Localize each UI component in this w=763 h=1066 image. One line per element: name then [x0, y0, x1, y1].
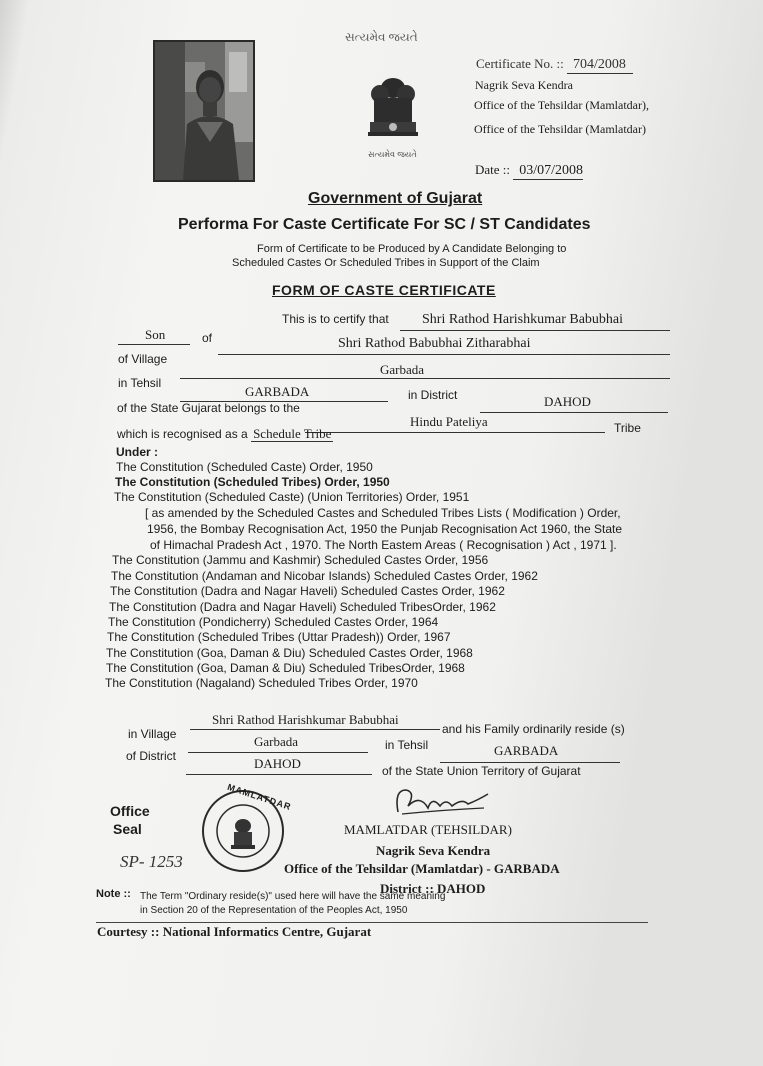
res-village-value: Garbada: [254, 734, 299, 749]
order-line: The Constitution (Goa, Daman & Diu) Scheduled Castes Order, 1968: [106, 646, 473, 660]
order-line: [ as amended by the Scheduled Castes and Scheduled Tribes Lists ( Modification ) Order,: [145, 506, 621, 520]
subtitle-line-2: Scheduled Castes Or Scheduled Tribes in Support of the Claim: [232, 257, 540, 269]
handwritten-serial: SP- 1253: [120, 852, 183, 871]
order-line: The Constitution (Scheduled Caste) (Union Territories) Order, 1951: [114, 490, 470, 504]
order-line: The Constitution (Scheduled Tribes) Order, 1950: [115, 475, 390, 489]
tehsil-label: in Tehsil: [118, 376, 162, 390]
seal-stamp-text: MAMLATDAR: [226, 781, 293, 813]
note-line-2: in Section 20 of the Representation of the Peoples Act, 1950: [140, 905, 408, 916]
performa-title: Performa For Caste Certificate For SC / ST Candidates: [178, 216, 591, 233]
note-line-1: The Term "Ordinary reside(s)" used here will have the same meaning: [140, 891, 446, 902]
signatory-line-1: Nagrik Seva Kendra: [376, 843, 491, 858]
order-line: The Constitution (Scheduled Caste) Order, 1950: [116, 460, 373, 474]
certify-label: This is to certify that: [282, 312, 389, 326]
order-line: The Constitution (Pondicherry) Scheduled Castes Order, 1964: [108, 615, 439, 629]
state-label: of the State Gujarat belongs to the: [117, 401, 300, 415]
order-line: 1956, the Bombay Recognisation Act, 1950 the Punjab Recognisation Act 1960, the State: [147, 522, 622, 536]
order-line: The Constitution (Nagaland) Scheduled Tribes Order, 1970: [105, 676, 418, 690]
emblem-caption: સત્યમેવ જયતે: [368, 150, 417, 159]
village-value: Garbada: [380, 362, 425, 377]
res-tehsil-value: GARBADA: [494, 743, 559, 758]
family-label: and his Family ordinarily reside (s): [442, 722, 625, 736]
order-line: The Constitution (Dadra and Nagar Haveli) Scheduled TribesOrder, 1962: [109, 600, 496, 614]
order-line: The Constitution (Dadra and Nagar Haveli) Scheduled Castes Order, 1962: [110, 584, 505, 598]
office-line-3: Office of the Tehsildar (Mamlatdar): [474, 122, 646, 136]
signatory-line-2: Office of the Tehsildar (Mamlatdar) - GARBADA: [284, 861, 560, 876]
order-line: The Constitution (Jammu and Kashmir) Scheduled Castes Order, 1956: [112, 553, 489, 567]
motto-text: સત્યમેવ જયતે: [345, 30, 418, 44]
ashoka-emblem-icon: [360, 66, 426, 162]
father-name: Shri Rathod Babubhai Zitharabhai: [338, 336, 531, 351]
order-line: The Constitution (Andaman and Nicobar Islands) Scheduled Castes Order, 1962: [111, 569, 538, 583]
office-line-1: Nagrik Seva Kendra: [475, 78, 573, 92]
office-line-2: Office of the Tehsildar (Mamlatdar),: [474, 98, 649, 112]
certificate-label: Certificate No. ::: [476, 56, 564, 71]
res-village-label: in Village: [128, 727, 177, 741]
date-label: Date ::: [475, 162, 511, 177]
resident-name: Shri Rathod Harishkumar Babubhai: [212, 712, 399, 727]
recognised-value: Schedule Tribe: [253, 426, 332, 441]
order-line: The Constitution (Goa, Daman & Diu) Scheduled TribesOrder, 1968: [106, 661, 465, 675]
district-label: in District: [408, 388, 458, 402]
res-district-label: of District: [126, 749, 177, 763]
tribe-label: Tribe: [614, 421, 641, 435]
under-label: Under :: [116, 445, 158, 459]
date-value: 03/07/2008: [513, 163, 583, 180]
relation-value: Son: [145, 327, 166, 342]
candidate-name: Shri Rathod Harishkumar Babubhai: [422, 312, 624, 327]
subtitle-line-1: Form of Certificate to be Produced by A Candidate Belonging to: [257, 243, 567, 255]
res-tehsil-label: in Tehsil: [385, 738, 429, 752]
mamlatdar-seal-stamp: [200, 781, 293, 874]
certificate-number: 704/2008: [567, 57, 633, 74]
form-title: FORM OF CASTE CERTIFICATE: [272, 282, 496, 298]
signatory-title: MAMLATDAR (TEHSILDAR): [344, 822, 512, 837]
signatory-line-3: District :: DAHOD: [380, 881, 486, 896]
office-seal-label-2: Seal: [113, 821, 142, 837]
note-label: Note ::: [96, 888, 131, 900]
res-state-label: of the State Union Territory of Gujarat: [382, 764, 581, 778]
signature-icon: [392, 784, 492, 820]
district-value: DAHOD: [544, 394, 591, 409]
tribe-name: Hindu Pateliya: [410, 414, 488, 429]
courtesy-text: Courtesy :: National Informatics Centre, Gujarat: [97, 924, 372, 939]
government-title: Government of Gujarat: [308, 190, 483, 207]
applicant-photo: [153, 40, 255, 182]
office-seal-label-1: Office: [110, 803, 150, 819]
order-line: of Himachal Pradesh Act , 1970. The North Eastem Areas ( Recognisation ) Act , 1971 ].: [150, 538, 617, 552]
recognised-label: which is recognised as a: [117, 427, 248, 441]
of-label: of: [202, 331, 213, 345]
tehsil-value: GARBADA: [245, 384, 310, 399]
order-line: The Constitution (Scheduled Tribes (Uttar Pradesh)) Order, 1967: [107, 630, 451, 644]
village-label: of Village: [118, 352, 168, 366]
res-district-value: DAHOD: [254, 756, 301, 771]
